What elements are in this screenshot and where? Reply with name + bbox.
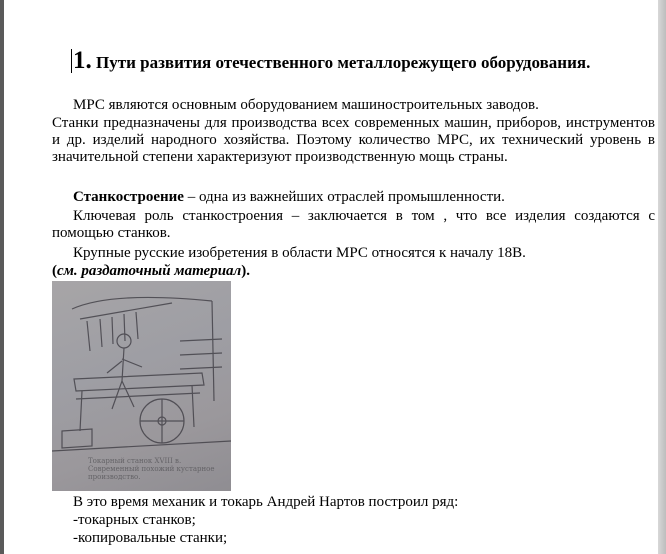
handout-open-paren: ( — [52, 263, 57, 279]
document-page — [52, 0, 658, 554]
illustration-caption: Токарный станок XVIII в. Современный похожий кустарное производство. — [88, 457, 215, 481]
paragraph-2: Станки предназначены для производства всех современных машин, приборов, инструментов и др. изделий народного хозяйства. Поэтому количество МРС, их технический уровень в значительной степени характеризуют производственную мощь страны. — [52, 115, 655, 165]
term-stankostroenie: Станкостроение — [73, 189, 184, 205]
paragraph-3-rest: – одна из важнейших отраслей промышленности. — [183, 189, 505, 205]
list-item-copy-machines: -копировальные станки; — [73, 530, 228, 546]
paragraph-5: Крупные русские изобретения в области МРС относятся к началу 18В. — [73, 245, 526, 261]
section-heading — [73, 47, 666, 75]
list-item-lathes: -токарных станков; — [73, 512, 196, 528]
window-left-border — [0, 0, 4, 554]
handout-reference-italic: см. раздаточный материал — [57, 263, 242, 279]
handout-close-paren: ). — [241, 263, 251, 279]
lathe-illustration — [52, 281, 231, 491]
page-right-edge — [658, 0, 666, 554]
paragraph-3 — [52, 189, 655, 206]
paragraph-1: МРС являются основным оборудованием машиностроительных заводов. — [73, 97, 539, 113]
section-title: Пути развития отечественного металлорежущего оборудования. — [96, 53, 591, 72]
handout-reference — [52, 263, 655, 280]
section-number: 1. — [73, 47, 92, 74]
text-cursor — [71, 49, 72, 73]
paragraph-4: Ключевая роль станкостроения – заключается в том , что все изделия создаются с помощью станков. — [52, 208, 655, 241]
paragraph-7: В это время механик и токарь Андрей Нартов построил ряд: — [73, 494, 459, 510]
